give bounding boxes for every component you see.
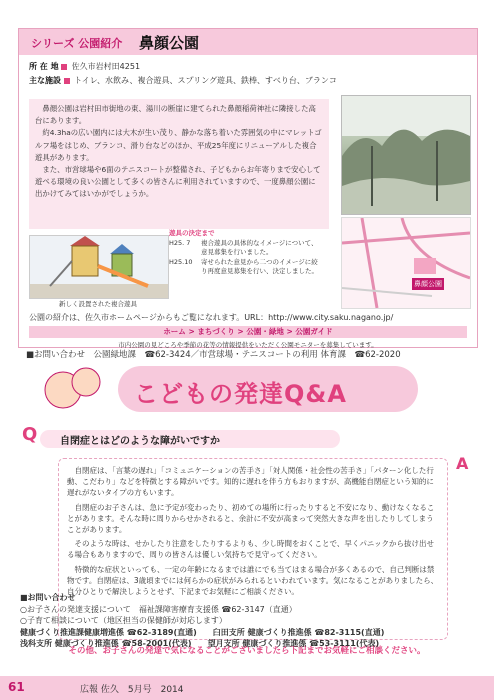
park-title: 鼻顔公園 [139, 34, 200, 52]
question-text: 自閉症とはどのような障がいですか [60, 436, 220, 447]
location-bullet-icon [61, 64, 67, 70]
decision-heading: 遊具の決定まで [169, 229, 215, 237]
park-paragraph: また、市営球場や6面のテニスコートが整備され、子どもからお年寄りまで安心して遊べる環境の良い公園として多くの皆さんに利用されていますので、一度鼻顔公園に出かけてみてはいかがでしょうか。 [35, 165, 321, 199]
location-row [29, 61, 140, 72]
decision-text: 寄せられた意見から二つのイメージに絞り再度意見募集を行い、決定しました。 [201, 257, 318, 275]
park-paragraph: 約4.3haの広い園内には大木が生い茂り、静かな落ち着いた雰囲気の中にマレットゴルフ場をはじめ、ブランコ、滑り台などのほか、平成25年度にリニューアルした複合遊具があります。 [35, 128, 322, 162]
qa-contact-line: 浅科支所 健康づくり推進係 ☎58-2001(代表) 望月支所 健康づくり推進係 ☎53-3111(代表) [20, 639, 380, 648]
qa-contact-line: ○子育て相談について（地区担当の保健師が対応します） [20, 616, 227, 625]
park-contact: ■お問い合わせ 公園緑地課 ☎62-3424／市営球場・テニスコートの利用 体育課 ☎62-2020 [26, 350, 401, 360]
park-section [18, 28, 478, 348]
decision-date: H25.10 [169, 257, 193, 266]
qa-consult-note: その他、お子さんの発達で気になることがございましたら下記までお気軽にご相談ください。 [68, 646, 426, 656]
nav-park-guide[interactable]: 公園ガイド [295, 327, 333, 336]
nav-separator: > [188, 327, 195, 336]
nav-home[interactable]: ホーム [163, 327, 186, 336]
decision-row [169, 239, 319, 258]
qa-contact [20, 592, 480, 650]
park-website-note: 公園の紹介は、佐久市ホームページからもご覧になれます。URL：http://www.city.saku.nagano.jp/ [29, 313, 394, 322]
decision-history [169, 229, 319, 277]
playground-caption: 新しく設置された複合遊具 [59, 300, 137, 308]
publication-brand: 広報 佐久 5月号 2014 [80, 685, 184, 695]
nav-separator: > [237, 327, 244, 336]
qa-contact-line: 健康づくり推進課健康増進係 ☎62-3189(直通) 臼田支所 健康づくり推進係 ☎82-3115(直通) [20, 627, 385, 637]
park-paragraph: 鼻顔公園は岩村田市街地の東、湯川の断崖に建てられた鼻顔稲荷神社に隣接した高台にあります。 [35, 104, 316, 126]
a-mark: A [456, 454, 469, 473]
location-value: 佐久市岩村田4251 [71, 62, 141, 71]
nav-separator: > [286, 327, 293, 336]
playground-photo [29, 235, 169, 299]
qa-contact-line: ○お子さんの発達支援について 福祉課障害療育支援係 ☎62-3147（直通） [20, 604, 297, 614]
qa-contact-heading: ■お問い合わせ [20, 593, 76, 602]
facilities-label: 主な施設 [29, 76, 61, 85]
facilities-value: トイレ、水飲み、複合遊具、スプリング遊具、鉄棒、すべり台、ブランコ [74, 76, 337, 85]
page-number: 61 [8, 680, 25, 694]
answer-paragraph: 自閉症は、「言葉の遅れ」「コミュニケーションの苦手さ」「対人関係・社会性の苦手さ」「パターン化した行動、こだわり」などを特徴とする障がいです。知的に遅れを伴う方もおりますが、高機能自閉症という知的に遅れがないタイプの方もいます。 [67, 466, 434, 498]
nav-machidukuri[interactable]: まちづくり [197, 327, 235, 336]
q-mark: Q [22, 424, 38, 445]
facilities-row [29, 75, 337, 86]
decision-row [169, 258, 319, 277]
qa-title: こどもの発達Q&A [134, 380, 347, 408]
park-photo [341, 95, 471, 215]
website-nav-path [29, 326, 467, 338]
decision-text: 複合遊具の具体的なイメージについて、意見募集を行いました。 [201, 238, 318, 256]
answer-paragraph: そのような時は、せかしたり注意をしたりするよりも、少し時間をおくことで、早くパニックから抜け出せる場合もありますので、周りの皆さんは優しい気持ちで見守ってください。 [67, 539, 435, 560]
park-footer [19, 312, 477, 349]
facilities-bullet-icon [64, 78, 70, 84]
nav-park-green[interactable]: 公園・緑地 [246, 327, 284, 336]
decision-date: H25. 7 [169, 238, 191, 247]
monitor-recruitment-note: 市内公園の見どころや季節の花等の情報提供をいただく公園モニターを募集しています。 [118, 341, 378, 349]
location-label: 所 在 地 [29, 62, 59, 71]
answer-paragraph: 自閉症のお子さんは、急に予定が変わったり、初めての場所に行ったりすると不安になり、動けなくなることがあります。そんな時に周りからせかされると、余計に不安が高まって突然大きな声を出したりしてしまうことがあります。 [67, 502, 435, 535]
qa-title-banner [38, 360, 458, 420]
location-map [341, 217, 471, 309]
park-description [29, 99, 329, 229]
map-park-label: 鼻顔公園 [414, 280, 442, 288]
answer-paragraph: 特徴的な症状といっても、一定の年齢になるまでは誰にでも当てはまる場合が多くあるので、自己判断は禁物です。自閉症は、3歳頃までには何らかの症状がみられるといわれています。気になることがありましたら、自分ひとりで解決しようとせず、下記までお気軽にご相談ください。 [67, 564, 439, 597]
series-label: シリーズ 公園紹介 [31, 37, 123, 50]
page-footer [0, 676, 494, 700]
